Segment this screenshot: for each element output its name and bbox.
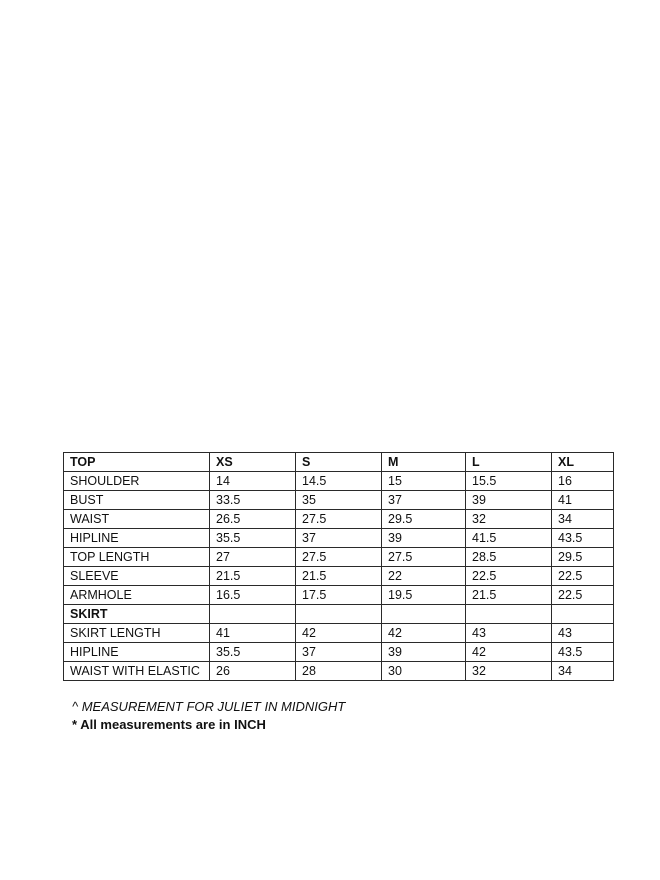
cell-s: 37 [296,529,382,548]
cell-xs: 33.5 [210,491,296,510]
cell-measurement: WAIST [64,510,210,529]
cell-m: M [382,453,466,472]
cell-m: 37 [382,491,466,510]
cell-s: 27.5 [296,510,382,529]
table-row [64,548,614,567]
cell-xl: 16 [552,472,614,491]
cell-m: 39 [382,643,466,662]
size-chart-table [63,452,614,681]
cell-xs: 27 [210,548,296,567]
cell-s: S [296,453,382,472]
cell-l: 32 [466,510,552,529]
cell-xl: 43.5 [552,529,614,548]
cell-l: 41.5 [466,529,552,548]
cell-s: 42 [296,624,382,643]
table-row [64,529,614,548]
cell-measurement: TOP [64,453,210,472]
cell-measurement: SLEEVE [64,567,210,586]
cell-s: 21.5 [296,567,382,586]
cell-xs: XS [210,453,296,472]
notes [72,698,345,734]
cell-s: 28 [296,662,382,681]
size-chart-body [64,453,614,681]
table-row [64,586,614,605]
cell-m: 29.5 [382,510,466,529]
cell-measurement: WAIST WITH ELASTIC [64,662,210,681]
section-row-skirt [64,605,614,624]
table-row [64,624,614,643]
section-label: SKIRT [64,605,210,624]
cell-xs: 26.5 [210,510,296,529]
cell-xl: 43.5 [552,643,614,662]
cell-measurement: HIPLINE [64,529,210,548]
cell-l: 43 [466,624,552,643]
cell-xs: 21.5 [210,567,296,586]
cell-measurement: TOP LENGTH [64,548,210,567]
cell-xs: 35.5 [210,643,296,662]
cell-xs: 14 [210,472,296,491]
cell-l: 42 [466,643,552,662]
cell-l: 39 [466,491,552,510]
unit-note: * All measurements are in INCH [72,717,266,732]
table-header-row [64,453,614,472]
cell-xl: 41 [552,491,614,510]
cell-measurement: SHOULDER [64,472,210,491]
cell-l: 28.5 [466,548,552,567]
cell-measurement: HIPLINE [64,643,210,662]
cell-l: 22.5 [466,567,552,586]
cell-l: 32 [466,662,552,681]
cell-s: 35 [296,491,382,510]
table-row [64,662,614,681]
cell-xl: XL [552,453,614,472]
empty-cell [210,605,296,624]
cell-m: 27.5 [382,548,466,567]
cell-m: 22 [382,567,466,586]
cell-xs: 35.5 [210,529,296,548]
cell-l: L [466,453,552,472]
cell-s: 14.5 [296,472,382,491]
cell-l: 21.5 [466,586,552,605]
cell-xs: 16.5 [210,586,296,605]
cell-m: 42 [382,624,466,643]
cell-xl: 29.5 [552,548,614,567]
cell-s: 27.5 [296,548,382,567]
cell-xl: 34 [552,510,614,529]
cell-xl: 22.5 [552,586,614,605]
empty-cell [466,605,552,624]
measurement-note: ^ MEASUREMENT FOR JULIET IN MIDNIGHT [72,699,346,714]
cell-m: 19.5 [382,586,466,605]
empty-cell [296,605,382,624]
empty-cell [552,605,614,624]
cell-xl: 34 [552,662,614,681]
cell-xl: 22.5 [552,567,614,586]
cell-m: 39 [382,529,466,548]
cell-xl: 43 [552,624,614,643]
table-row [64,472,614,491]
table-row [64,491,614,510]
table-row [64,643,614,662]
cell-measurement: SKIRT LENGTH [64,624,210,643]
cell-m: 30 [382,662,466,681]
cell-l: 15.5 [466,472,552,491]
cell-xs: 41 [210,624,296,643]
cell-measurement: BUST [64,491,210,510]
table-row [64,567,614,586]
table-row [64,510,614,529]
cell-m: 15 [382,472,466,491]
cell-s: 37 [296,643,382,662]
cell-xs: 26 [210,662,296,681]
cell-measurement: ARMHOLE [64,586,210,605]
empty-cell [382,605,466,624]
cell-s: 17.5 [296,586,382,605]
